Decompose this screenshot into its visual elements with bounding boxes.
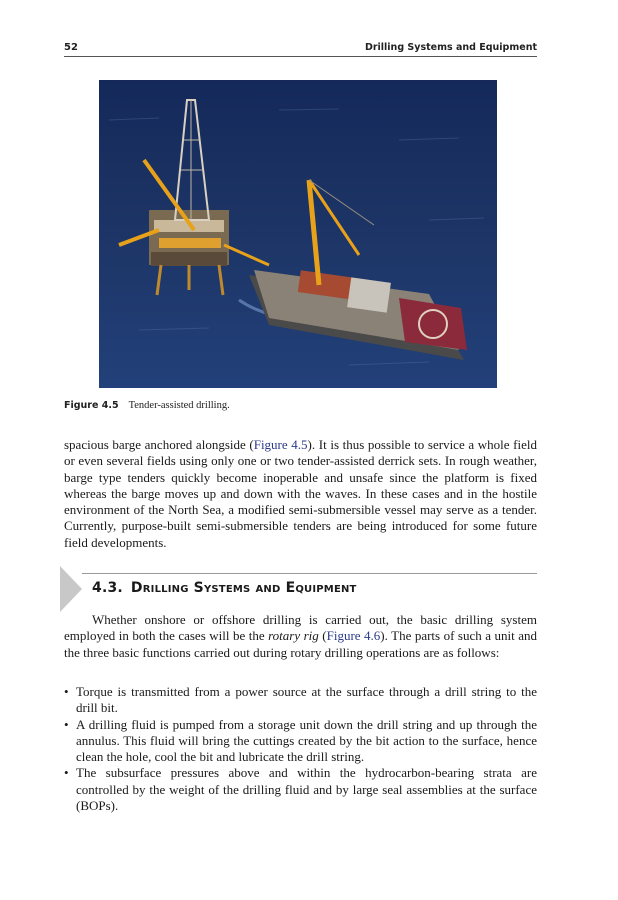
bullet-icon: • <box>64 716 69 732</box>
paragraph-2 <box>64 612 537 661</box>
list-item <box>64 684 537 717</box>
list-item-text: A drilling fluid is pumped from a storage unit down the drill string and up through the annulus. This fluid will bring the cuttings created by the bit action to the surface, hence clean the hole, cool the bit and lubricate the drill string. <box>76 716 537 765</box>
list-item-text: The subsurface pressures above and within the hydrocarbon-bearing strata are controlled by the weight of the drilling fluid and by large seal assemblies at the surface (BOPs). <box>76 765 537 814</box>
paragraph-2-text-a: Whether onshore or offshore drilling is carried out, the basic drilling system employed in both the cases will be the <box>64 612 537 644</box>
figure-4-6-link[interactable]: Figure 4.6 <box>326 628 381 644</box>
figure-caption-text: Tender-assisted drilling. <box>128 400 230 411</box>
paragraph-2-text-b: ( <box>318 628 327 644</box>
section-arrow-icon <box>60 566 84 612</box>
section-title: Drilling Systems and Equipment <box>130 580 357 596</box>
list-item <box>64 717 537 766</box>
section-number: 4.3. <box>92 580 123 596</box>
section-heading <box>92 580 357 596</box>
page-number: 52 <box>64 42 78 53</box>
figure-caption <box>64 400 537 411</box>
bullet-icon: • <box>64 765 69 781</box>
paragraph-1-text-b: ). It is thus possible to service a whole field or even several fields using only one or two tender-assisted derrick sets. In rough weather, barge type tenders quickly become inoperable and unsafe since the platform is fixed whereas the barge moves up and down with the waves. In these cases and in the hostile environment of the North Sea, a modified semi-submersible vessel may serve as a tender. Currently, purpose-built semi-submersible tenders are being introduced for some future field developments. <box>64 437 537 550</box>
functions-list <box>64 684 537 814</box>
paragraph-2-text-c: ). The parts of such a unit and the three basic functions carried out during rotary drilling operations are as follows: <box>64 628 537 660</box>
paragraph-1-text-a: spacious barge anchored alongside ( <box>64 437 254 452</box>
header-rule <box>64 56 537 57</box>
figure-4-5-link[interactable]: Figure 4.5 <box>253 437 308 452</box>
list-item <box>64 765 537 814</box>
rotary-rig-term: rotary rig <box>268 628 319 644</box>
bullet-icon: • <box>64 684 69 699</box>
list-item-text: Torque is transmitted from a power source at the surface through a drill string to the drill bit. <box>76 684 537 716</box>
section-rule <box>82 573 537 574</box>
running-title: Drilling Systems and Equipment <box>364 42 537 53</box>
running-header <box>64 42 537 56</box>
paragraph-1 <box>64 437 537 551</box>
figure-photo-offshore-platform <box>99 80 497 388</box>
figure-label: Figure 4.5 <box>64 400 119 411</box>
